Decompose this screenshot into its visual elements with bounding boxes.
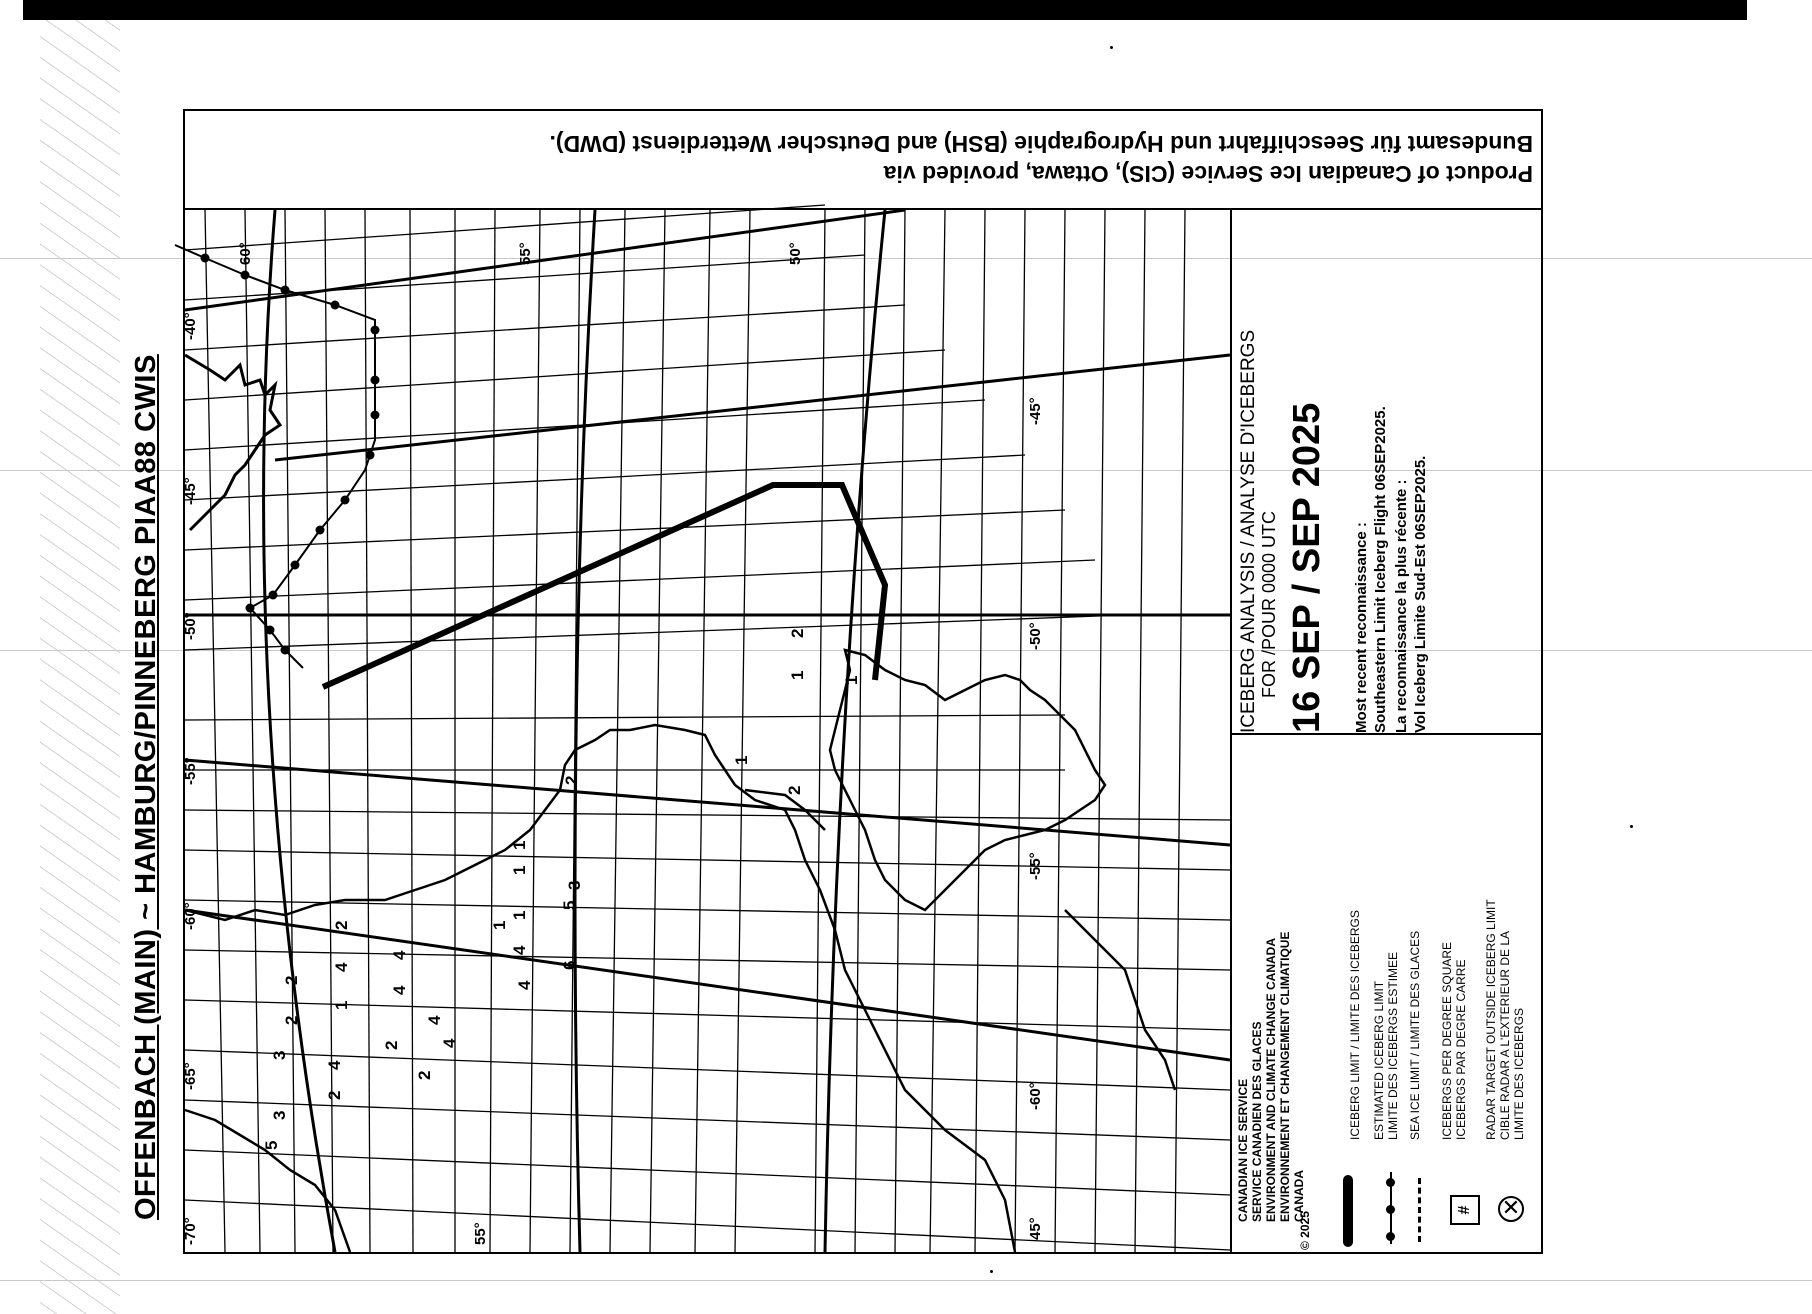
lat-label: 55° <box>472 1222 489 1245</box>
legend-estimated-1: ESTIMATED ICEBERG LIMIT <box>1372 980 1386 1140</box>
iceberg-limit-symbol <box>1343 1175 1353 1247</box>
lat-label: 50° <box>787 242 804 265</box>
lon-label: 45° <box>1027 1217 1044 1240</box>
iceberg-map <box>182 210 1230 1252</box>
lat-label: 60° <box>237 242 254 265</box>
speck <box>990 1270 993 1273</box>
lon-label: -40° <box>182 312 199 340</box>
svg-text:1: 1 <box>510 910 529 920</box>
recon-line-2: Southeastern Limit Iceberg Flight 06SEP2025. <box>1372 406 1389 733</box>
top-black-bar <box>23 0 1747 20</box>
svg-text:2: 2 <box>788 628 807 638</box>
lon-label: -50° <box>182 612 199 640</box>
svg-text:2: 2 <box>382 1040 401 1050</box>
svg-text:1: 1 <box>332 1000 351 1010</box>
svg-text:3: 3 <box>270 1110 289 1120</box>
svg-text:4: 4 <box>390 985 409 995</box>
lon-label: -60° <box>182 902 199 930</box>
document-title: OFFENBACH (MAIN) ~ HAMBURG/PINNEBERG PIAA88 CWIS <box>130 354 162 1220</box>
lat-label: 55° <box>517 242 534 265</box>
recon-line-1: Most recent reconnaissance : <box>1353 522 1370 733</box>
svg-text:1: 1 <box>788 670 807 680</box>
org-line-1: CANADIAN ICE SERVICE <box>1236 1078 1250 1222</box>
lon-label: -50° <box>1027 622 1044 650</box>
legend-radar-3: LIMITE DES ICEBERGS <box>1512 1007 1526 1140</box>
analysis-time: FOR /POUR 0000 UTC <box>1259 510 1279 698</box>
svg-text:4: 4 <box>332 962 351 972</box>
lon-label: -65° <box>182 1062 199 1090</box>
svg-text:3: 3 <box>270 1050 289 1060</box>
legend-sea-ice: SEA ICE LIMIT / LIMITE DES GLACES <box>1408 930 1422 1140</box>
reconnaissance-panel <box>1352 213 1542 733</box>
svg-text:2: 2 <box>785 785 804 795</box>
svg-text:2: 2 <box>325 1090 344 1100</box>
estimated-limit-dot <box>1386 1178 1395 1187</box>
iceberg-limit-line <box>323 485 885 687</box>
lon-label: -70° <box>182 1217 199 1245</box>
lon-label: -45° <box>182 477 199 505</box>
svg-text:4: 4 <box>390 950 409 960</box>
svg-text:4: 4 <box>440 1038 459 1048</box>
recon-line-4: Vol Iceberg Limite Sud-Est 06SEP2025. <box>1412 455 1429 733</box>
recon-line-3: La reconnaissance la plus récente : <box>1393 479 1410 733</box>
svg-text:4: 4 <box>510 945 529 955</box>
map-svg <box>182 210 1230 1252</box>
svg-text:2: 2 <box>562 775 581 785</box>
legend-radar-1: RADAR TARGET OUTSIDE ICEBERG LIMIT <box>1484 899 1498 1140</box>
svg-text:4: 4 <box>325 1060 344 1070</box>
svg-text:1: 1 <box>842 675 861 685</box>
org-line-2: SERVICE CANADIEN DES GLACES <box>1250 1021 1264 1222</box>
svg-text:5: 5 <box>262 1140 281 1150</box>
product-banner <box>183 109 1543 210</box>
org-line-5: CANADA <box>1292 1170 1306 1222</box>
analysis-date: 16 SEP / SEP 2025 <box>1286 402 1328 733</box>
svg-text:6: 6 <box>560 960 579 970</box>
scan-line <box>0 1280 1812 1281</box>
lon-label: -55° <box>182 757 199 785</box>
lon-label: -45° <box>1027 397 1044 425</box>
speck <box>1630 825 1633 828</box>
legend-per-square-1: ICEBERGS PER DEGREE SQUARE <box>1440 941 1454 1140</box>
analysis-title: ICEBERG ANALYSIS / ANALYSE D'ICEBERGS <box>1238 329 1259 733</box>
estimated-limit-dot <box>1386 1205 1395 1214</box>
legend-estimated-2: LIMITE DES ICEBERGS ESTIMEE <box>1386 951 1400 1140</box>
scan-hatching <box>40 20 120 1314</box>
product-line-2: Bundesamt für Seeschiffahrt und Hydrographie (BSH) and Deutscher Wetterdienst (DWD). <box>549 131 1533 158</box>
svg-text:2: 2 <box>282 1015 301 1025</box>
iceberg-counts <box>262 629 861 1150</box>
copyright: © 2025 <box>1298 1211 1312 1250</box>
speck <box>1110 46 1113 49</box>
svg-text:4: 4 <box>425 1015 444 1025</box>
svg-text:3: 3 <box>565 880 584 890</box>
svg-text:2: 2 <box>415 1070 434 1080</box>
svg-text:1: 1 <box>510 865 529 875</box>
lon-label: -60° <box>1027 1082 1044 1110</box>
svg-text:4: 4 <box>515 980 534 990</box>
legend-iceberg-limit: ICEBERG LIMIT / LIMITE DES ICEBERGS <box>1348 910 1362 1140</box>
svg-text:1: 1 <box>510 840 529 850</box>
org-line-4: ENVIRONNEMENT ET CHANGEMENT CLIMATIQUE <box>1278 931 1292 1222</box>
degree-square-symbol: # <box>1450 1195 1480 1225</box>
coastline-labrador <box>185 650 1175 1252</box>
estimated-limit-dot <box>1386 1232 1395 1241</box>
svg-text:2: 2 <box>332 920 351 930</box>
product-line-1: Product of Canadian Ice Service (CIS), Ottawa, provided via <box>883 161 1533 188</box>
svg-text:5: 5 <box>560 900 579 910</box>
svg-text:2: 2 <box>282 975 301 985</box>
svg-text:1: 1 <box>732 755 751 765</box>
org-line-3: ENVIRONMENT AND CLIMATE CHANGE CANADA <box>1264 938 1278 1222</box>
sea-ice-limit-symbol <box>1418 1178 1421 1242</box>
legend-radar-2: CIBLE RADAR A L'EXTERIEUR DE LA <box>1498 930 1512 1140</box>
legend-per-square-2: ICEBERGS PAR DEGRE CARRE <box>1454 959 1468 1140</box>
svg-text:1: 1 <box>490 920 509 930</box>
radar-target-icon: ✕ <box>1498 1196 1524 1222</box>
lon-label: -55° <box>1027 852 1044 880</box>
